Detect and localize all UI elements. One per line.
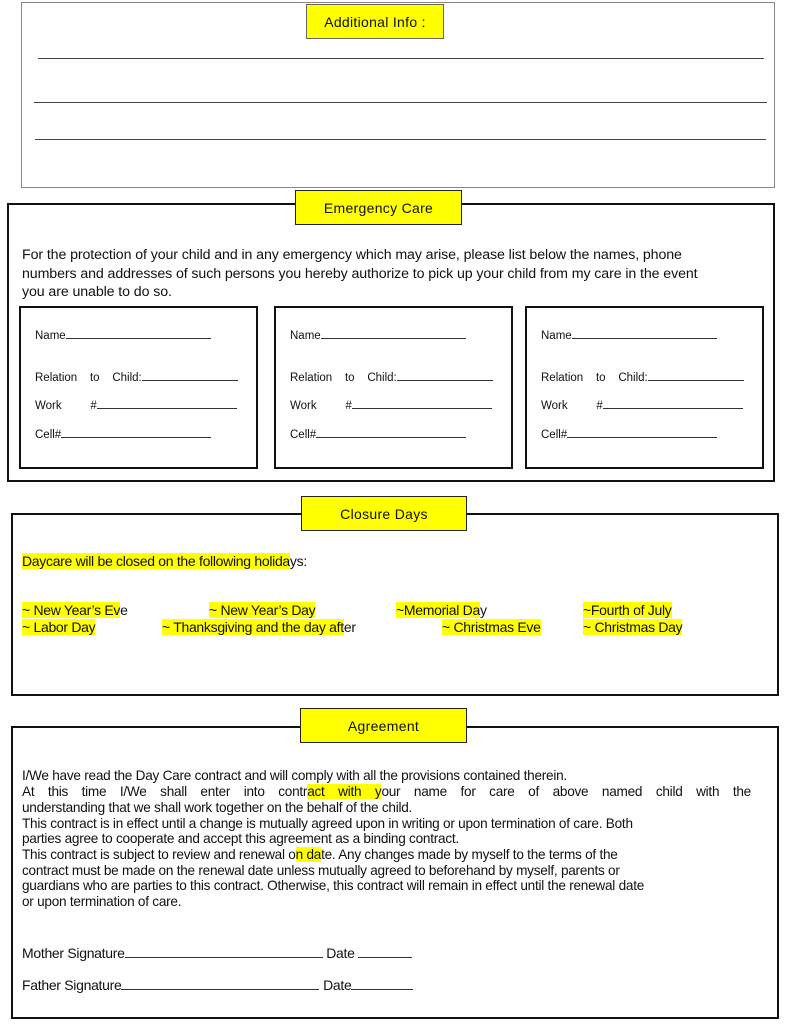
- mother-signature-label: Mother Signature: [22, 945, 125, 961]
- mother-signature-field[interactable]: [125, 957, 323, 958]
- agreement-text: At this time I/We shall enter into contract with your name for care of above named child with the: [22, 784, 751, 799]
- holiday: ~Memorial Day: [396, 602, 487, 618]
- additional-info-line[interactable]: [38, 58, 764, 59]
- holiday: ~ New Year’s Day: [209, 602, 316, 618]
- father-signature-row: [22, 977, 413, 993]
- relation-field[interactable]: Relation to Child:: [541, 372, 744, 384]
- intro-line: you are unable to do so.: [22, 284, 172, 300]
- cell-field[interactable]: Cell#: [290, 429, 466, 441]
- agreement-label: Agreement: [300, 708, 467, 743]
- father-date-field[interactable]: [351, 989, 413, 990]
- name-field[interactable]: Name: [541, 330, 717, 342]
- date-label: Date: [323, 977, 352, 993]
- agreement-text: parties agree to cooperate and accept this agreement as a binding contract.: [22, 831, 459, 846]
- mother-signature-row: [22, 945, 412, 961]
- father-signature-label: Father Signature: [22, 977, 122, 993]
- work-phone-field[interactable]: Work #: [290, 400, 492, 412]
- additional-info-line[interactable]: [35, 139, 766, 140]
- emergency-care-label: Emergency Care: [295, 190, 462, 225]
- name-field[interactable]: Name: [35, 330, 211, 342]
- relation-field[interactable]: Relation to Child:: [35, 372, 238, 384]
- emergency-intro: [22, 246, 698, 302]
- contact-card-2: [274, 306, 513, 469]
- agreement-text: This contract is subject to review and renewal on date. Any changes made by myself to the terms of the: [22, 847, 618, 862]
- additional-info-label: Additional Info :: [306, 4, 444, 39]
- mother-date-field[interactable]: [358, 957, 412, 958]
- agreement-text: or upon termination of care.: [22, 894, 182, 909]
- name-field[interactable]: Name: [290, 330, 466, 342]
- holiday: ~ Christmas Day: [583, 619, 683, 635]
- contact-card-3: [525, 306, 764, 469]
- holiday: ~Fourth of July: [583, 602, 672, 618]
- agreement-text: guardians who are parties to this contract. Otherwise, this contract will remain in effect until the renewal date: [22, 878, 645, 893]
- relation-field[interactable]: Relation to Child:: [290, 372, 493, 384]
- holiday: ~ New Year’s Eve: [22, 602, 128, 618]
- additional-info-line[interactable]: [34, 102, 767, 103]
- closure-intro: Daycare will be closed on the following holidays:: [22, 553, 307, 569]
- contact-card-1: [19, 306, 258, 469]
- date-label: Date: [326, 945, 355, 961]
- intro-line: For the protection of your child and in any emergency which may arise, please list below the names, phone: [22, 247, 682, 263]
- closure-days-label: Closure Days: [301, 496, 467, 531]
- holiday: ~ Labor Day: [22, 619, 96, 635]
- intro-line: numbers and addresses of such persons you hereby authorize to pick up your child from my care in the event: [22, 265, 698, 282]
- agreement-text: This contract is in effect until a change is mutually agreed upon in writing or upon termination of care. Both: [22, 816, 633, 831]
- work-phone-field[interactable]: Work #: [541, 400, 743, 412]
- cell-field[interactable]: Cell#: [541, 429, 717, 441]
- father-signature-field[interactable]: [121, 989, 319, 990]
- agreement-text: I/We have read the Day Care contract and will comply with all the provisions contained therein.: [22, 768, 567, 783]
- agreement-text: understanding that we shall work together on the behalf of the child.: [22, 800, 413, 815]
- holiday: ~ Thanksgiving and the day after: [162, 619, 356, 635]
- agreement-text: contract must be made on the renewal date unless mutually agreed to beforehand by myself, parents or: [22, 863, 620, 878]
- cell-field[interactable]: Cell#: [35, 429, 211, 441]
- holiday: ~ Christmas Eve: [442, 619, 541, 635]
- work-phone-field[interactable]: Work #: [35, 400, 237, 412]
